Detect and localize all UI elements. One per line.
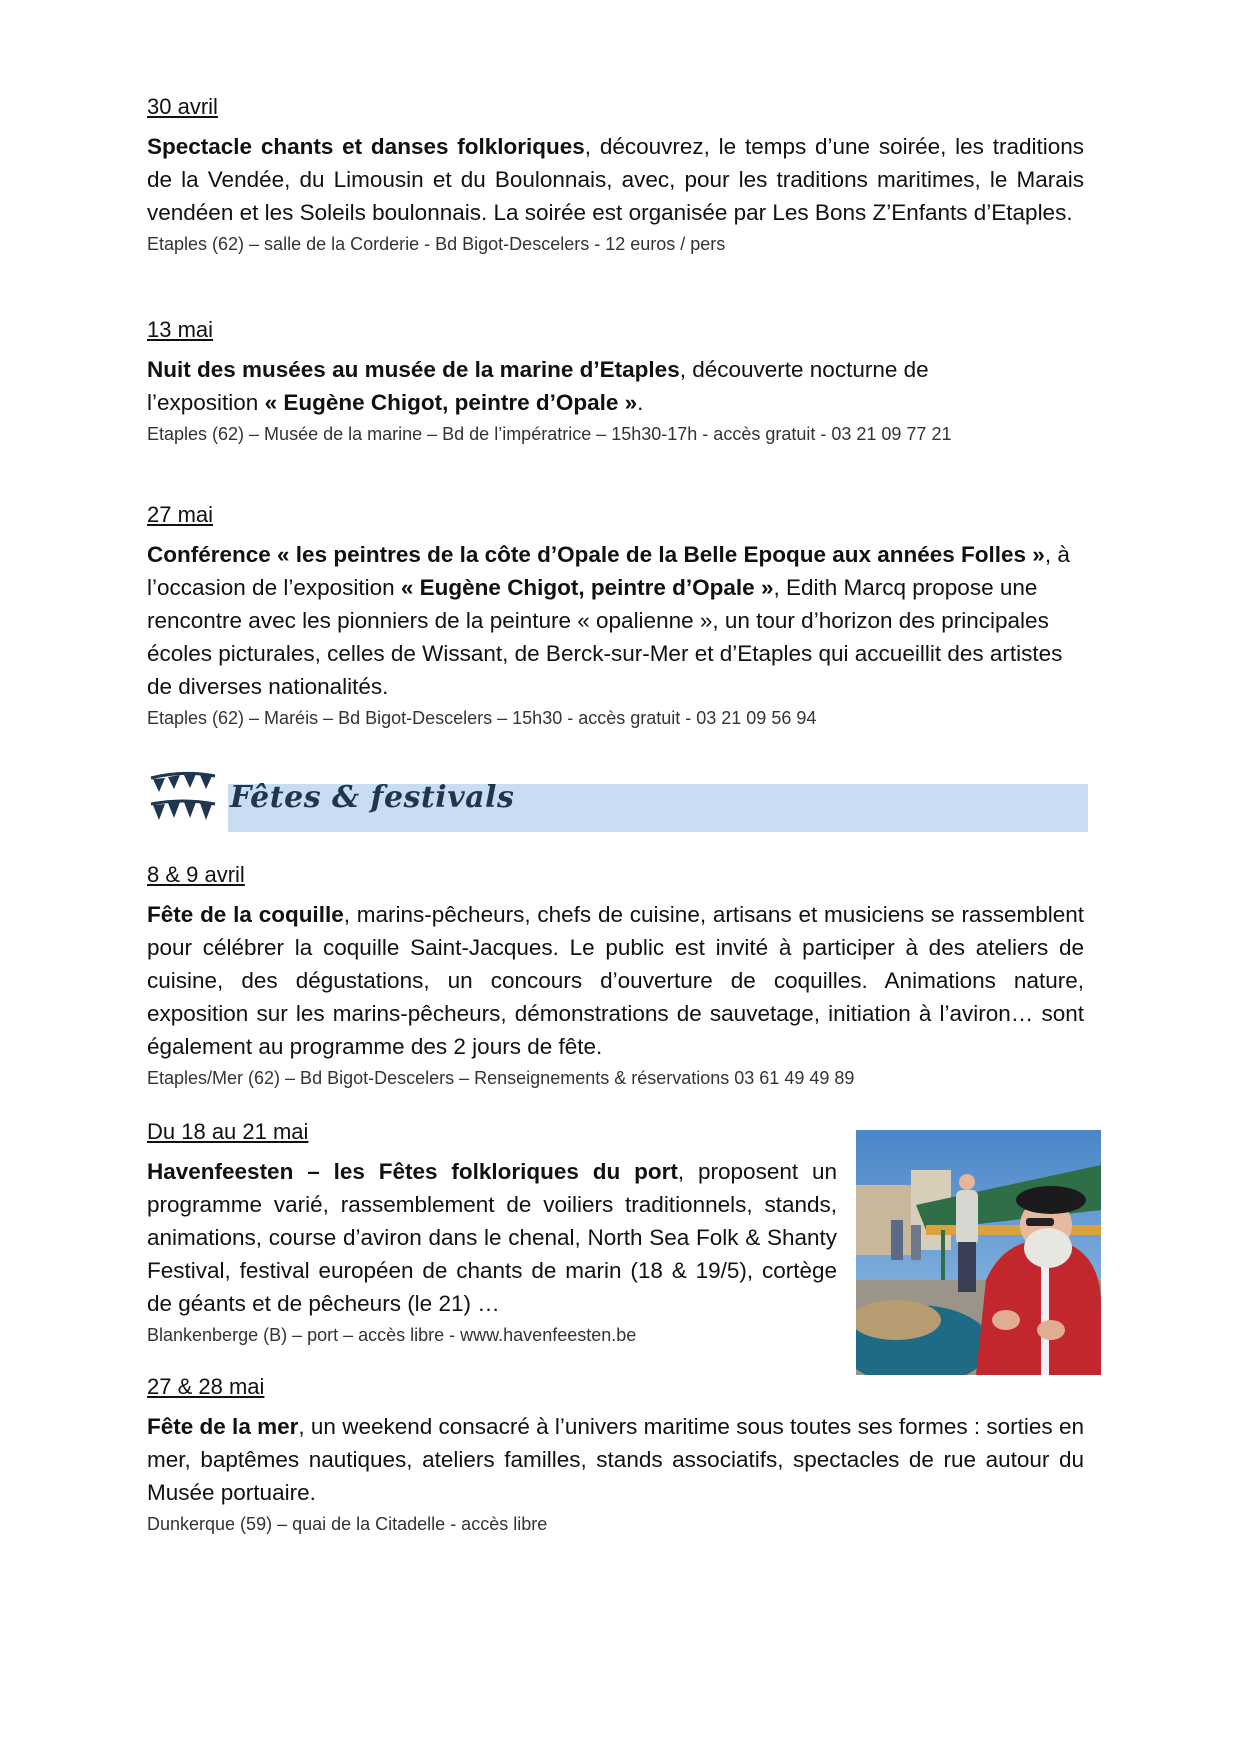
event-description <box>147 1155 837 1320</box>
event-text-end: . <box>637 390 644 415</box>
festival-havenfeesten <box>147 1117 837 1348</box>
event-date: 27 & 28 mai <box>147 1374 265 1399</box>
event-date: 27 mai <box>147 502 214 527</box>
event-title: Conférence « les peintres de la côte d’Opale de la Belle Epoque aux années Folles » <box>147 542 1045 567</box>
event-date: 8 & 9 avril <box>147 862 245 887</box>
event-description <box>147 538 1084 703</box>
festival-fete-de-la-mer <box>147 1372 1084 1537</box>
event-description <box>147 353 967 419</box>
event-13-mai <box>147 315 1084 447</box>
event-description <box>147 130 1084 229</box>
event-text: , marins-pêcheurs, chefs de cuisine, artisans et musiciens se rassemblent pour célébrer la coquille Saint-Jacques. Le public est invité à participer à des ateliers de cuisine, des dégustations, un concours d’ouverture de coquilles. Animations nature, exposition sur les marins-pêcheurs, démonstrations de sauvetage, initiation à l’aviron… sont également au programme des 2 jours de fête. <box>147 902 1084 1059</box>
event-text-end: , Edith Marcq propose une rencontre avec les pionniers de la peinture « opalienne », un tour d’horizon des principales écoles picturales, celles de Wissant, de Berck-sur-Mer et d’Etaples qui accueillit des artistes de diverses nationalités. <box>147 575 1063 699</box>
event-text: , proposent un programme varié, rassemblement de voiliers traditionnels, stands, animations, course d’aviron dans le chenal, North Sea Folk & Shanty Festival, festival européen de chants de marin (18 & 19/5), cortège de géants et de pêcheurs (le 21) … <box>147 1159 837 1316</box>
fisherman-photo <box>856 1130 1101 1375</box>
event-meta: Etaples (62) – Musée de la marine – Bd de l’impératrice – 15h30-17h - accès gratuit - 03 21 09 77 21 <box>147 424 952 444</box>
exhibition-title: « Eugène Chigot, peintre d’Opale » <box>264 390 638 415</box>
event-date: 30 avril <box>147 94 218 119</box>
event-description <box>147 898 1084 1063</box>
event-text: , un weekend consacré à l’univers maritime sous toutes ses formes : sorties en mer, baptêmes nautiques, ateliers familles, stands associatifs, spectacles de rue autour du Musée portuaire. <box>147 1414 1084 1505</box>
event-date: 13 mai <box>147 317 214 342</box>
event-title: Fête de la coquille <box>147 902 344 927</box>
section-header-fetes-festivals <box>148 768 1088 832</box>
event-meta: Etaples (62) – Maréis – Bd Bigot-Descelers – 15h30 - accès gratuit - 03 21 09 56 94 <box>147 708 817 728</box>
event-30-avril <box>147 92 1084 257</box>
bunting-icon <box>148 768 218 832</box>
event-meta: Etaples/Mer (62) – Bd Bigot-Descelers – Renseignements & réservations 03 61 49 49 89 <box>147 1068 855 1088</box>
event-meta: Dunkerque (59) – quai de la Citadelle - accès libre <box>147 1514 548 1534</box>
event-meta: Blankenberge (B) – port – accès libre - www.havenfeesten.be <box>147 1325 637 1345</box>
event-title: Spectacle chants et danses folkloriques <box>147 134 585 159</box>
event-title: Fête de la mer <box>147 1414 299 1439</box>
exhibition-title: « Eugène Chigot, peintre d’Opale » <box>400 575 774 600</box>
event-description <box>147 1410 1084 1509</box>
festival-8-9-avril <box>147 860 1084 1091</box>
event-meta: Etaples (62) – salle de la Corderie - Bd Bigot-Descelers - 12 euros / pers <box>147 234 726 254</box>
event-text: , à l’occasion de l’exposition <box>147 542 1070 600</box>
event-text: , découvrez, le temps d’une soirée, les traditions de la Vendée, du Limousin et du Boulonnais, avec, pour les traditions maritimes, le Marais vendéen et les Soleils boulonnais. La soirée est organisée par Les Bons Z’Enfants d’Etaples. <box>147 134 1084 225</box>
section-title: Fêtes & festivals <box>230 780 515 815</box>
event-title: Nuit des musées au musée de la marine d’Etaples <box>147 357 680 382</box>
event-title: Havenfeesten – les Fêtes folkloriques du port <box>147 1159 678 1184</box>
event-date: Du 18 au 21 mai <box>147 1119 309 1144</box>
event-27-mai <box>147 500 1084 731</box>
event-text: , découverte nocturne de l’exposition <box>147 357 929 415</box>
